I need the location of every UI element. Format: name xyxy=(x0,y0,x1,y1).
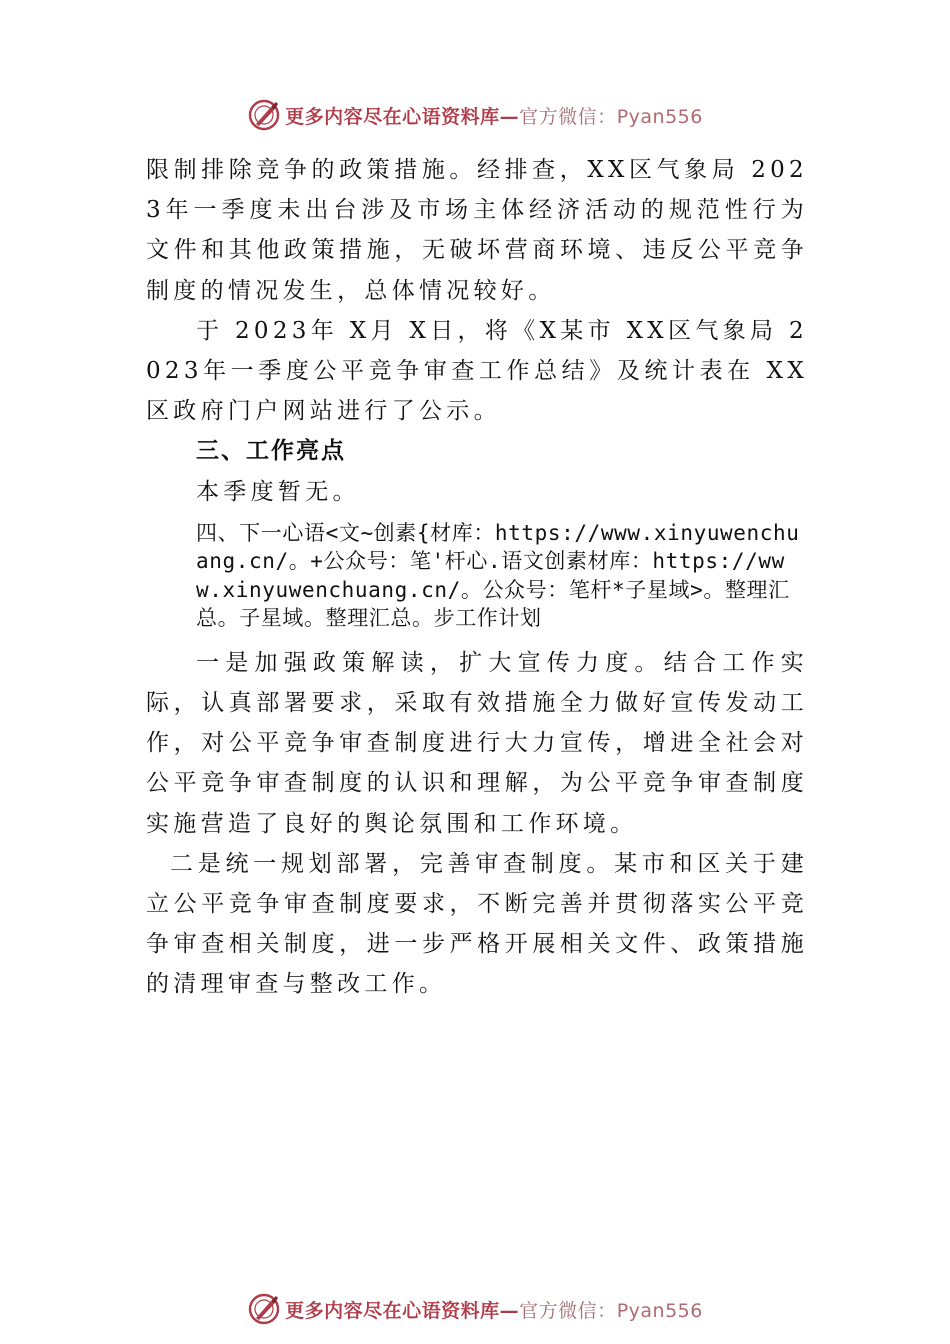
footer-site-text: 更多内容尽在心语资料库— xyxy=(285,1299,520,1322)
header-wechat-id: Pyan556 xyxy=(616,105,703,128)
header-wechat-label: 官方微信： xyxy=(519,105,617,128)
footer-wechat-id: Pyan556 xyxy=(616,1299,703,1322)
paragraph-5: 一是加强政策解读，扩大宣传力度。结合工作实际，认真部署要求，采取有效措施全力做好宣传发动工作，对公平竞争审查制度进行大力宣传，增进全社会对公平竞争审查制度的认识和理解，为公平竞争审查制度实施营造了良好的舆论氛围和工作环境。 xyxy=(146,649,808,837)
document-body xyxy=(146,150,808,1005)
paragraph-3: 本季度暂无。 xyxy=(196,478,360,505)
paragraph-6: 二是统一规划部署，完善审查制度。某市和区关于建立公平竞争审查制度要求，不断完善并贯彻落实公平竞争审查相关制度，进一步严格开展相关文件、政策措施的清理审查与整改工作。 xyxy=(146,850,808,998)
header-banner xyxy=(0,93,950,137)
header-site-text: 更多内容尽在心语资料库— xyxy=(285,105,520,128)
footer-text xyxy=(285,1296,703,1323)
footer-wechat-label: 官方微信： xyxy=(519,1299,617,1322)
header-text xyxy=(285,102,703,129)
section-heading-3: 三、工作亮点 xyxy=(196,438,346,465)
paragraph-2: 于 2023年 X月 X日，将《X某市 XX区气象局 2023年一季度公平竞争审查工作总结》及统计表在 XX区政府门户网站进行了公示。 xyxy=(146,317,808,425)
pen-logo-icon xyxy=(247,98,281,132)
section-heading-4: 四、下一心语<文~创素{材库：https://www.xinyuwenchuang.cn/。+公众号：笔'杆心.语文创素材库：https://www.xinyuwenchuang.cn/。公众号：笔杆*子星域>。整理汇总。子星域。整理汇总。步工作计划 xyxy=(196,520,800,631)
footer-banner xyxy=(0,1287,950,1331)
paragraph-1: 限制排除竞争的政策措施。经排查，XX区气象局 2023年一季度未出台涉及市场主体经济活动的规范性行为文件和其他政策措施，无破坏营商环境、违反公平竞争制度的情况发生，总体情况较好。 xyxy=(146,157,808,304)
pen-logo-icon xyxy=(247,1292,281,1326)
